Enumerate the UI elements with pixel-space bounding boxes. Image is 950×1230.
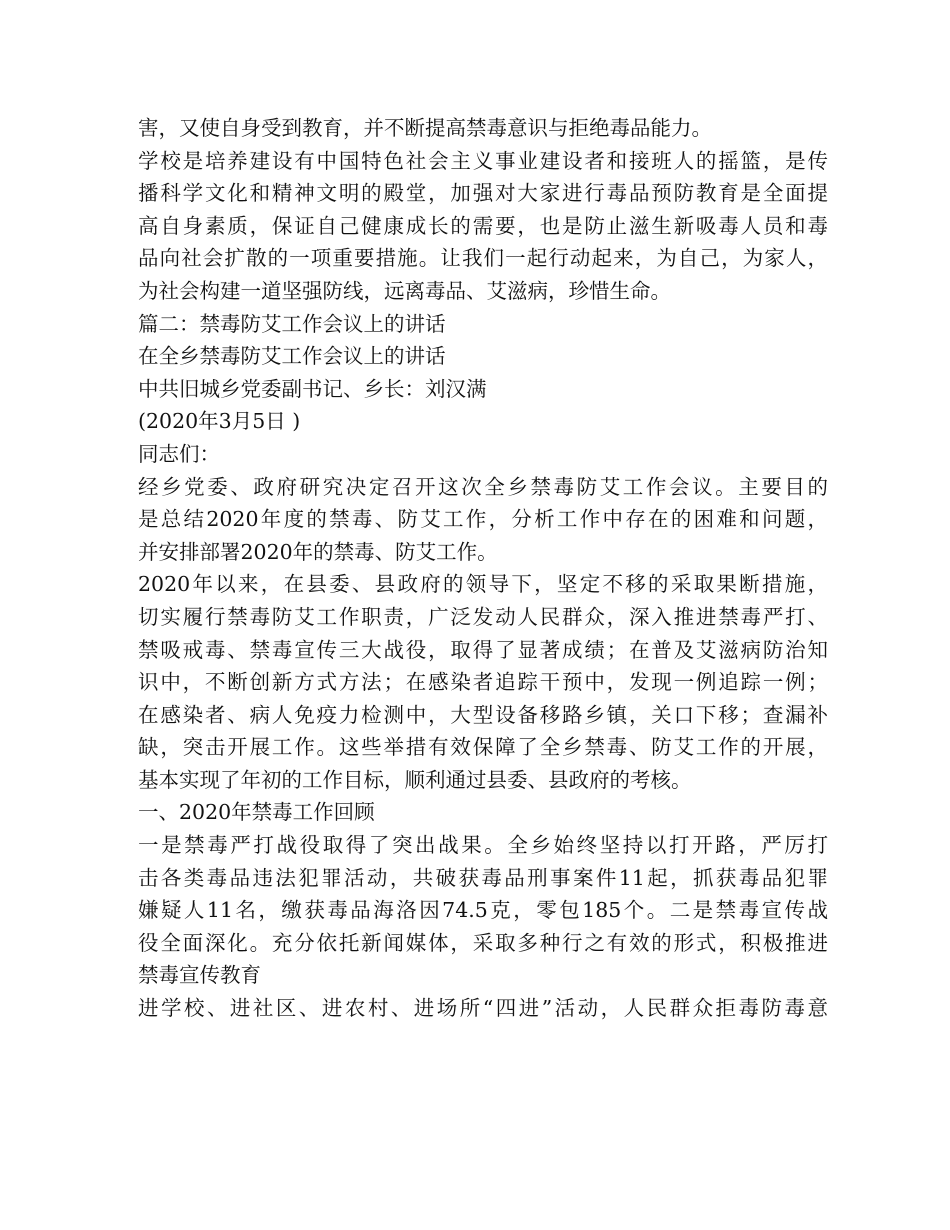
section-heading: 篇二：禁毒防艾工作会议上的讲话: [138, 311, 446, 336]
speech-title: 在全乡禁毒防艾工作会议上的讲话: [138, 344, 446, 369]
document-body: [138, 112, 828, 1025]
text-line: 切实履行禁毒防艾工作职责，广泛发动人民群众，深入推进禁毒严打、: [138, 604, 828, 629]
text-line: 缺，突击开展工作。这些举措有效保障了全乡禁毒、防艾工作的开展，: [138, 735, 828, 760]
text-line: 为社会构建一道坚强防线，远离毒品、艾滋病，珍惜生命。: [138, 278, 671, 303]
text-line: 播科学文化和精神文明的殿堂，加强对大家进行毒品预防教育是全面提: [138, 181, 828, 206]
text-line: 禁吸戒毒、禁毒宣传三大战役，取得了显著成绩；在普及艾滋病防治知: [138, 637, 828, 662]
text-line: 2020年以来，在县委、县政府的领导下，坚定不移的采取果断措施，: [138, 572, 828, 597]
date-line: (2020年3月5日 ): [138, 409, 301, 434]
text-line: 一是禁毒严打战役取得了突出战果。全乡始终坚持以打开路，严厉打: [138, 833, 828, 858]
text-line: 害，又使自身受到教育，并不断提高禁毒意识与拒绝毒品能力。: [138, 116, 712, 140]
text-line: 禁毒宣传教育: [138, 963, 261, 988]
text-line: 识中，不断创新方式方法；在感染者追踪干预中，发现一例追踪一例；: [138, 670, 828, 695]
text-line: 学校是培养建设有中国特色社会主义事业建设者和接班人的摇篮，是传: [138, 148, 828, 173]
text-line: 击各类毒品违法犯罪活动，共破获毒品刑事案件11起，抓获毒品犯罪: [138, 865, 828, 890]
subsection-heading: 一、2020年禁毒工作回顾: [138, 800, 375, 825]
text-line: 在感染者、病人免疫力检测中，大型设备移路乡镇，关口下移；查漏补: [138, 702, 828, 727]
text-line: 役全面深化。充分依托新闻媒体，采取多种行之有效的形式，积极推进: [138, 930, 828, 955]
text-line: 是总结2020年度的禁毒、防艾工作，分析工作中存在的困难和问题，: [138, 507, 828, 532]
text-line: 嫌疑人11名，缴获毒品海洛因74.5克，零包185个。二是禁毒宣传战: [138, 898, 828, 923]
text-line: 并安排部署2020年的禁毒、防艾工作。: [138, 539, 498, 564]
text-line: 高自身素质，保证自己健康成长的需要，也是防止滋生新吸毒人员和毒: [138, 213, 828, 238]
text-line: 基本实现了年初的工作目标，顺利通过县委、县政府的考核。: [138, 767, 692, 792]
text-line: 经乡党委、政府研究决定召开这次全乡禁毒防艾工作会议。主要目的: [138, 474, 828, 499]
text-line: 进学校、进社区、进农村、进场所“四进”活动，人民群众拒毒防毒意: [138, 996, 828, 1021]
text-line: 品向社会扩散的一项重要措施。让我们一起行动起来，为自己，为家人，: [138, 246, 828, 271]
speaker-line: 中共旧城乡党委副书记、乡长：刘汉满: [138, 376, 487, 401]
salutation: 同志们：: [138, 441, 220, 466]
